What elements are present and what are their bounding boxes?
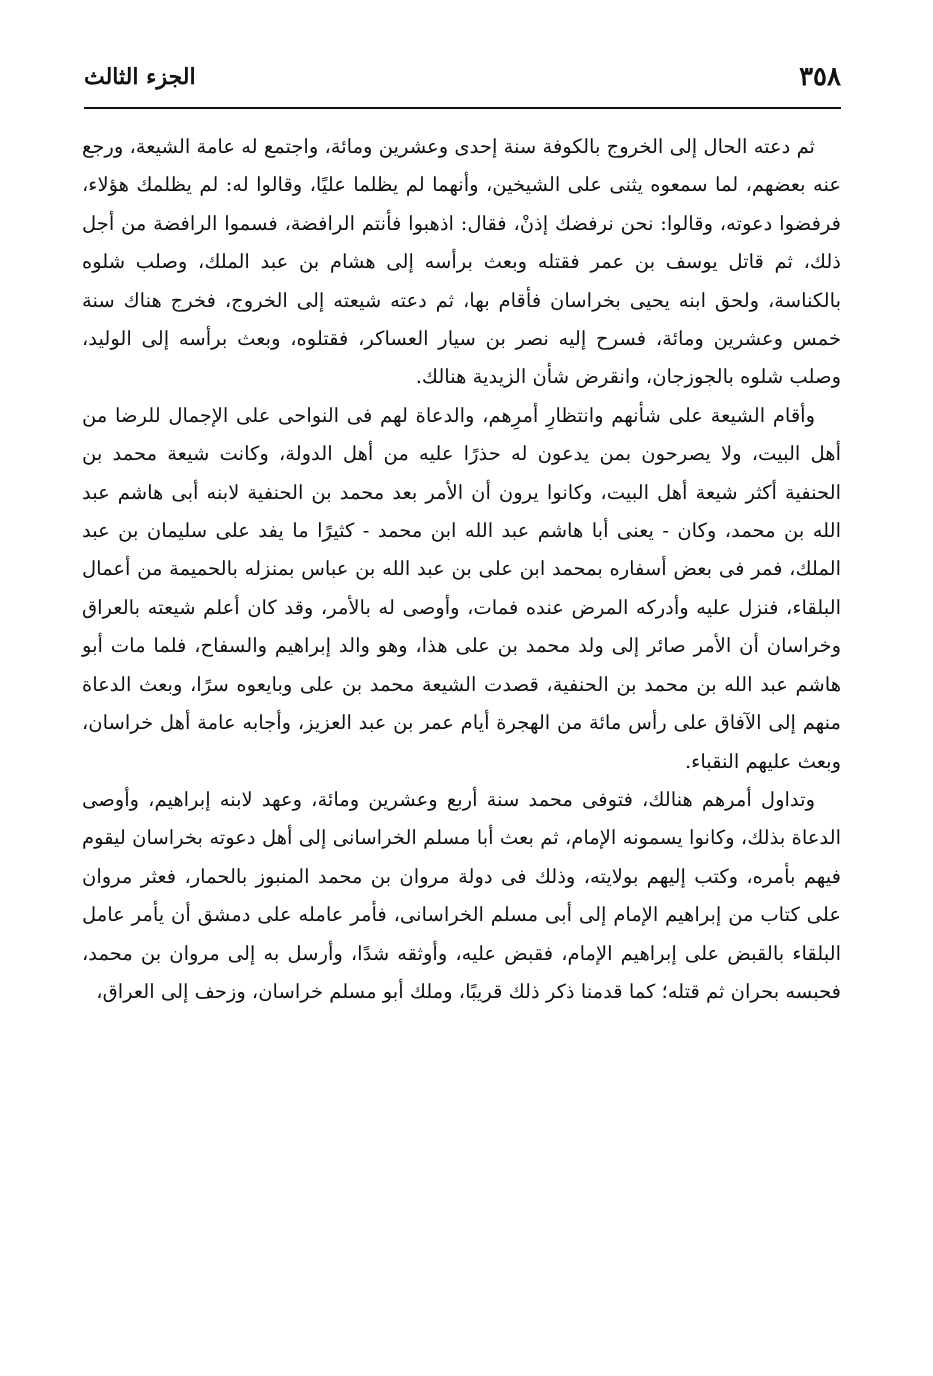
running-head: الجزء الثالث (84, 64, 196, 90)
page-header (84, 56, 841, 104)
paragraph-3: وتداول أمرهم هنالك، فتوفى محمد سنة أربع وعشرين ومائة، وعهد لابنه إبراهيم، وأوصى الدعاة بذلك، وكانوا يسمونه الإمام، ثم بعث أبا مسلم الخراسانى إلى أهل دعوته بخراسان ليقوم فيهم بأمره، وكتب إليهم بولايته، وذلك فى دولة مروان بن محمد المنبوز بالحمار، فعثر مروان على كتاب من إبراهيم الإمام إلى أبى مسلم الخراسانى، فأمر عامله على دمشق أن يأمر عامل البلقاء بالقبض على إبراهيم الإمام، فقبض عليه، وأوثقه شدًا، وأرسل به إلى مروان بن محمد، فحبسه بحران ثم قتله؛ كما قدمنا ذكر ذلك قريبًا، وملك أبو مسلم خراسان، وزحف إلى العراق، (82, 787, 841, 1003)
body-text (82, 128, 841, 1011)
paragraph-2: وأقام الشيعة على شأنهم وانتظارِ أمرِهم، والدعاة لهم فى النواحى على الإجمال للرضا من أهل البيت، ولا يصرحون بمن يدعون له حذرًا عليه من أهل الدولة، وكانت شيعة محمد بن الحنفية أكثر شيعة أهل البيت، وكانوا يرون أن الأمر بعد محمد بن الحنفية لابنه أبى هاشم عبد الله بن محمد، وكان - يعنى أبا هاشم عبد الله ابن محمد - كثيرًا ما يفد على سليمان بن عبد الملك، فمر فى بعض أسفاره بمحمد ابن على بن عبد الله بن عباس بمنزله بالحميمة من أعمال البلقاء، فنزل عليه وأدركه المرض عنده فمات، وأوصى له بالأمر، وقد كان أعلم شيعته بالعراق وخراسان أن الأمر صائر إلى ولد محمد بن على هذا، وهو والد إبراهيم والسفاح، فلما مات أبو هاشم عبد الله بن محمد بن الحنفية، قصدت الشيعة محمد بن على وبايعوه سرًا، وبعث الدعاة منهم إلى الآفاق على رأس مائة من الهجرة أيام عمر بن عبد العزيز، وأجابه عامة أهل خراسان، وبعث عليهم النقباء. (82, 403, 841, 773)
page-number: ٣٥٨ (799, 62, 841, 92)
header-rule (84, 107, 841, 109)
paragraph-1: ثم دعته الحال إلى الخروج بالكوفة سنة إحدى وعشرين ومائة، واجتمع له عامة الشيعة، ورجع عنه بعضهم، لما سمعوه يثنى على الشيخين، وأنهما لم يظلما عليًا، وقالوا له: لم يظلمك هؤلاء، فرفضوا دعوته، وقالوا: نحن نرفضك إذنْ، فقال: اذهبوا فأنتم الرافضة، فسموا الرافضة من أجل ذلك، ثم قاتل يوسف بن عمر فقتله وبعث برأسه إلى هشام بن عبد الملك، وصلب شلوه بالكناسة، ولحق ابنه يحيى بخراسان فأقام بها، ثم دعته شيعته إلى الخروج، فخرج هناك سنة خمس وعشرين ومائة، فسرح إليه نصر بن سيار العساكر، فقتلوه، وبعث برأسه إلى الوليد، وصلب شلوه بالجوزجان، وانقرض شأن الزيدية هنالك. (82, 135, 841, 389)
